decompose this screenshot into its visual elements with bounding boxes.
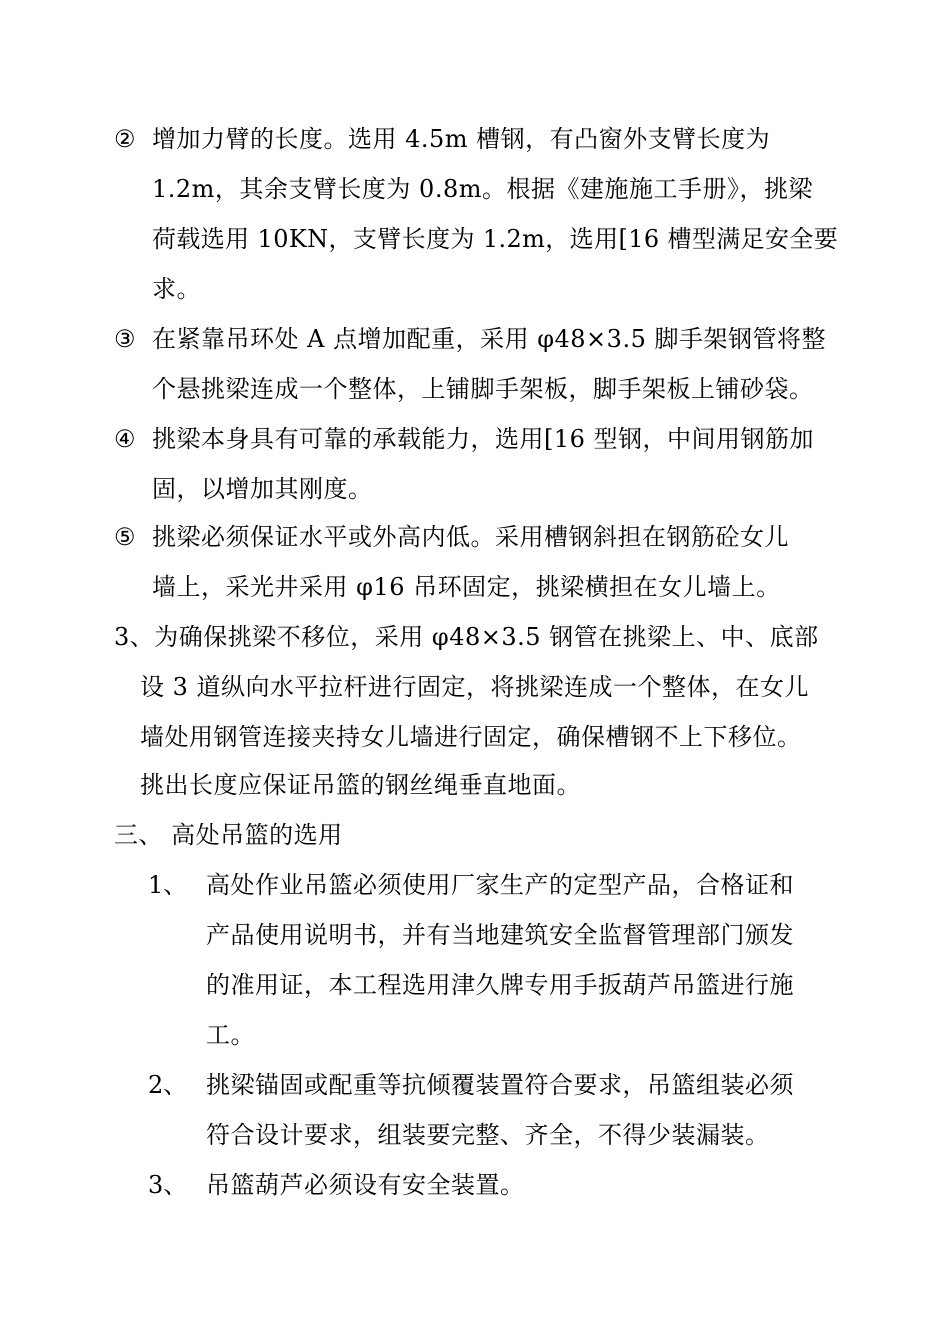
item-2-line-2: 1.2m，其余支臂长度为 0.8m。根据《建施施工手册》，挑梁 [152,175,813,203]
section-item-2-marker: 2、 [148,1071,188,1099]
item-3-marker: ③ [114,325,136,353]
section-item-1-line-2: 产品使用说明书，并有当地建筑安全监督管理部门颁发 [206,921,794,949]
item-3-line-2: 个悬挑梁连成一个整体，上铺脚手架板，脚手架板上铺砂袋。 [152,375,814,403]
para-3-line-3: 墙处用钢管连接夹持女儿墙进行固定，确保槽钢不上下移位。 [140,723,802,751]
item-2-line-3: 荷载选用 10KN，支臂长度为 1.2m，选用[16 槽型满足安全要 [152,225,839,253]
item-2-line-4: 求。 [152,275,201,303]
item-2-marker: ② [114,125,136,153]
item-4-marker: ④ [114,425,136,453]
item-5-line-1: 挑梁必须保证水平或外高内低。采用槽钢斜担在钢筋砼女儿 [152,523,789,551]
section-item-1-line-1: 高处作业吊篮必须使用厂家生产的定型产品，合格证和 [206,871,794,899]
para-3-line-4: 挑出长度应保证吊篮的钢丝绳垂直地面。 [140,771,581,799]
section-item-1-marker: 1、 [148,871,188,899]
para-3-line-2: 设 3 道纵向水平拉杆进行固定，将挑梁连成一个整体，在女儿 [140,673,810,701]
item-5-marker: ⑤ [114,523,136,551]
item-4-line-2: 固，以增加其刚度。 [152,475,373,503]
section-item-3-line-1: 吊篮葫芦必须设有安全装置。 [206,1171,525,1199]
section-item-2-line-2: 符合设计要求，组装要完整、齐全，不得少装漏装。 [206,1121,770,1149]
item-4-line-1: 挑梁本身具有可靠的承载能力，选用[16 型钢，中间用钢筋加 [152,425,815,453]
section-item-2-line-1: 挑梁锚固或配重等抗倾覆装置符合要求，吊篮组装必须 [206,1071,794,1099]
item-3-line-1: 在紧靠吊环处 A 点增加配重，采用 φ48×3.5 脚手架钢管将整 [152,325,826,353]
para-3-line-1: 3、为确保挑梁不移位，采用 φ48×3.5 钢管在挑梁上、中、底部 [114,623,819,651]
item-2-line-1: 增加力臂的长度。选用 4.5m 槽钢，有凸窗外支臂长度为 [152,125,771,153]
item-5-line-2: 墙上，采光井采用 φ16 吊环固定，挑梁横担在女儿墙上。 [152,573,781,601]
section-item-1-line-4: 工。 [206,1021,255,1049]
section-item-1-line-3: 的准用证，本工程选用津久牌专用手扳葫芦吊篮进行施 [206,971,794,999]
section-3-heading: 三、 高处吊篮的选用 [114,821,343,849]
section-item-3-marker: 3、 [148,1171,188,1199]
